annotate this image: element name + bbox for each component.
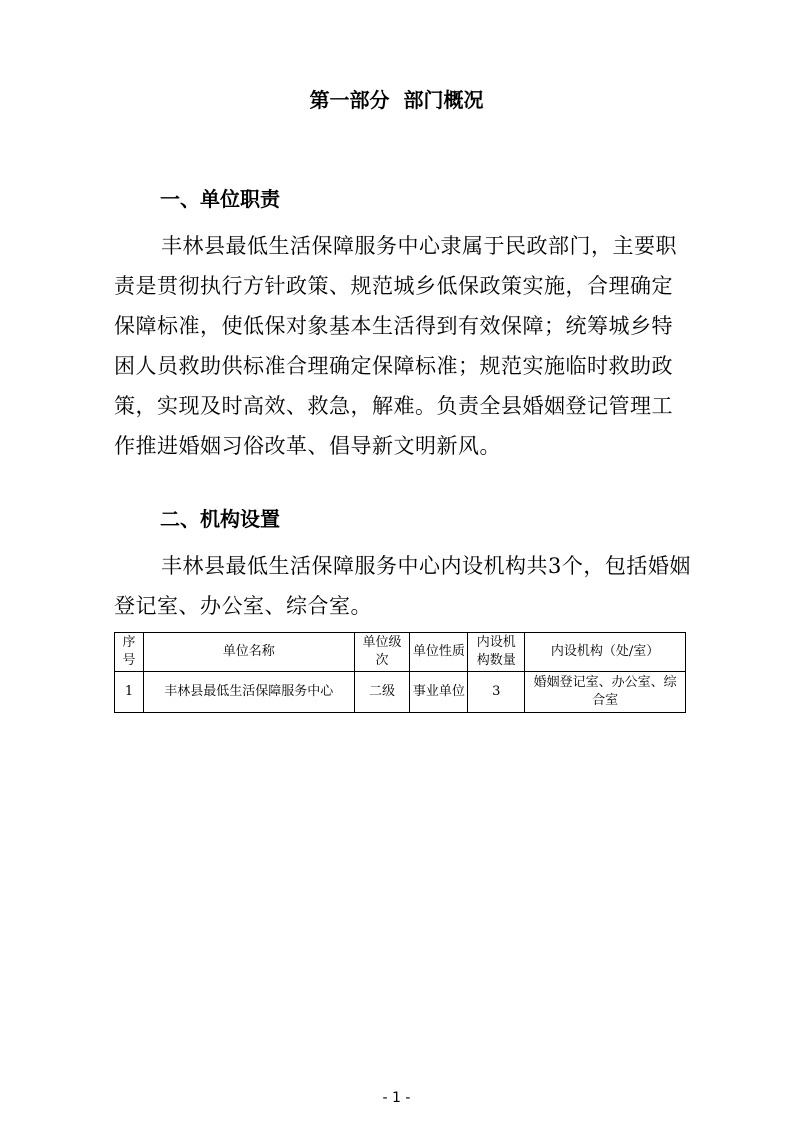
section-heading-structure: 二、机构设置 [160, 507, 280, 531]
cell-index: 1 [115, 672, 144, 713]
table-row [115, 672, 686, 713]
paragraph-line: 保障标准，使低保对象基本生活得到有效保障；统筹城乡特 [114, 314, 673, 338]
cell-internal-count: 3 [468, 672, 525, 713]
table-header-row [115, 633, 686, 672]
header-index: 序号 [115, 633, 144, 672]
header-unit-name: 单位名称 [143, 633, 354, 672]
organization-table [114, 632, 686, 713]
cell-unit-level: 二级 [354, 672, 410, 713]
paragraph-line: 困人员救助供标准合理确定保障标准；规范实施临时救助政 [114, 354, 673, 378]
section-heading-duties: 一、单位职责 [160, 187, 280, 211]
paragraph-line: 策，实现及时高效、救急，解难。负责全县婚姻登记管理工 [114, 394, 673, 418]
paragraph-line: 作推进婚姻习俗改革、倡导新文明新风。 [114, 434, 501, 458]
cell-unit-name: 丰林县最低生活保障服务中心 [143, 672, 354, 713]
header-internal-units: 内设机构（处/室） [525, 633, 686, 672]
duties-paragraph [114, 226, 686, 466]
paragraph-line: 丰林县最低生活保障服务中心隶属于民政部门，主要职 [161, 234, 677, 258]
page-title: 第一部分 部门概况 [309, 88, 484, 112]
paragraph-line: 登记室、办公室、综合室。 [114, 594, 372, 618]
page-number: - 1 - [382, 1090, 411, 1106]
cell-unit-nature: 事业单位 [410, 672, 468, 713]
header-unit-nature: 单位性质 [410, 633, 468, 672]
structure-paragraph [114, 546, 691, 626]
header-internal-count: 内设机构数量 [468, 633, 525, 672]
paragraph-line: 丰林县最低生活保障服务中心内设机构共3个，包括婚姻 [161, 554, 691, 578]
paragraph-line: 责是贯彻执行方针政策、规范城乡低保政策实施，合理确定 [114, 274, 673, 298]
cell-internal-units: 婚姻登记室、办公室、综合室 [525, 672, 686, 713]
header-unit-level: 单位级次 [354, 633, 410, 672]
